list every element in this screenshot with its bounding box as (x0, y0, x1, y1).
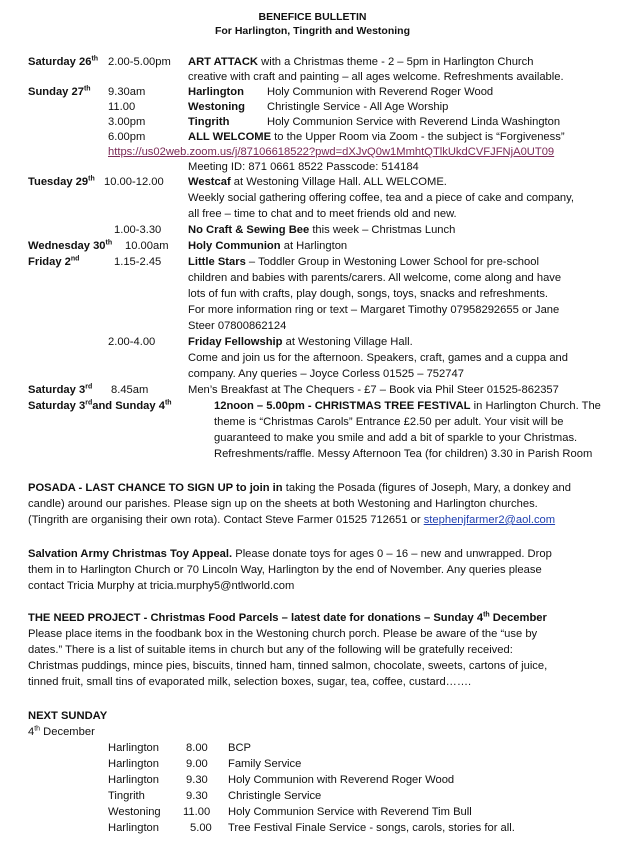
salvation-para: Salvation Army Christmas Toy Appeal. Please donate toys for ages 0 – 16 – new and unwrapped. Drop (28, 548, 552, 560)
day-label: Friday 2nd (28, 255, 80, 268)
posada-line: (Tingrith are organising their own rota). Contact Steve Farmer 01525 712651 or stephenjfarmer2@aol.com (28, 514, 556, 526)
event-place: Tingrith (188, 116, 230, 128)
service-place: Harlington (108, 758, 159, 770)
service-time: 5.00 (190, 822, 212, 834)
event-time: 8.45am (111, 384, 149, 396)
event-place: Harlington (188, 86, 244, 98)
service-time: 8.00 (186, 742, 208, 754)
day-label: Tuesday 29th (28, 175, 95, 188)
service-desc: Holy Communion Service with Reverend Tim Bull (228, 806, 472, 818)
event-time: 9.30am (108, 86, 146, 98)
event-time: 6.00pm (108, 131, 146, 143)
service-place: Tingrith (108, 790, 145, 802)
event-line: Men’s Breakfast at The Chequers - £7 – Book via Phil Steer 01525-862357 (188, 384, 559, 396)
event-line: Steer 07800862124 (188, 320, 287, 332)
day-label: Saturday 26th (28, 55, 99, 68)
day-label: Saturday 3rd (28, 383, 93, 396)
event-line: Westcaf at Westoning Village Hall. ALL WELCOME. (188, 176, 447, 188)
event-line: Refreshments/raffle. Messy Afternoon Tea (for children) 3.30 in Parish Room (214, 448, 593, 460)
event-time: 3.00pm (108, 116, 146, 128)
service-desc: BCP (228, 742, 252, 754)
event-time: 11.00 (108, 101, 136, 113)
service-time: 11.00 (183, 806, 211, 818)
event-line: guaranteed to make you smile and add a bit of sparkle to your Christmas. (214, 432, 578, 444)
need-title: THE NEED PROJECT - Christmas Food Parcels – latest date for donations – Sunday 4th December (28, 611, 547, 624)
salvation-line: contact Tricia Murphy at tricia.murphy5@ntlworld.com (28, 580, 295, 592)
event-line: Little Stars – Toddler Group in Westoning Lower School for pre-school (188, 256, 539, 268)
need-line: Christmas puddings, mince pies, biscuits, tinned ham, tinned salmon, chocolate, sweets, cartons of juice, (28, 660, 548, 672)
event-line: Friday Fellowship at Westoning Village Hall. (188, 336, 413, 348)
service-time: 9.00 (186, 758, 208, 770)
service-time: 9.30 (186, 790, 208, 802)
event-line: company. Any queries – Joyce Corless 01525 – 752747 (188, 368, 464, 380)
event-line: all free – time to chat and to meet friends old and new. (188, 208, 457, 220)
event-time: 10.00-12.00 (104, 176, 164, 188)
event-time: 1.00-3.30 (114, 224, 162, 236)
event-desc: Holy Communion Service with Reverend Linda Washington (267, 116, 561, 128)
meeting-info: Meeting ID: 871 0661 8522 Passcode: 514184 (188, 161, 419, 173)
event-time: 10.00am (125, 240, 169, 252)
event-line: children and babies with parents/carers. All welcome, come along and have (188, 272, 562, 284)
service-desc: Family Service (228, 758, 302, 770)
need-line: dates.” There is a list of suitable items in church but any of the following will be gratefully received: (28, 644, 513, 656)
event-desc: Christingle Service - All Age Worship (267, 101, 449, 113)
event-desc: Holy Communion with Reverend Roger Wood (267, 86, 494, 98)
event-line: 12noon – 5.00pm - CHRISTMAS TREE FESTIVAL in Harlington Church. The (214, 400, 601, 412)
event-line: Come and join us for the afternoon. Speakers, craft, games and a cuppa and (188, 352, 568, 364)
day-label: Wednesday 30th (28, 239, 113, 252)
posada-line: candle) around our parishes. Please sign up on the sheets at both Westoning and Harlington churches. (28, 498, 538, 510)
event-place: Westoning (188, 101, 245, 113)
event-time: 2.00-4.00 (108, 336, 156, 348)
bulletin-title: BENEFICE BULLETIN (258, 11, 367, 23)
posada-para: POSADA - LAST CHANCE TO SIGN UP to join in taking the Posada (figures of Joseph, Mary, a donkey and (28, 482, 571, 494)
next-sunday-date: 4th December (28, 725, 95, 738)
event-time: 2.00-5.00pm (108, 56, 171, 68)
event-line: Weekly social gathering offering coffee, tea and a piece of cake and company, (188, 192, 575, 204)
day-label: Sunday 27th (28, 85, 91, 98)
day-label: Saturday 3rdand Sunday 4th (28, 399, 172, 412)
service-desc: Tree Festival Finale Service - songs, carols, stories for all. (228, 822, 515, 834)
event-line: ART ATTACK with a Christmas theme - 2 – 5pm in Harlington Church (188, 56, 534, 68)
service-place: Harlington (108, 822, 159, 834)
service-time: 9.30 (186, 774, 208, 786)
need-line: Please place items in the foodbank box in the Westoning church porch. Please be aware of the “use by (28, 628, 538, 640)
event-line: lots of fun with crafts, play dough, songs, toys, snacks and refreshments. (188, 288, 549, 300)
event-line: ALL WELCOME to the Upper Room via Zoom - the subject is “Forgiveness” (188, 131, 565, 143)
service-place: Harlington (108, 774, 159, 786)
zoom-link[interactable]: https://us02web.zoom.us/j/87106618522?pwd=dXJvQ0w1MmhtQTlkUkdCVFJFNjA0UT09 (108, 146, 555, 158)
event-line: creative with craft and painting – all ages welcome. Refreshments available. (188, 71, 564, 83)
next-sunday-title: NEXT SUNDAY (28, 710, 108, 722)
bulletin-subtitle: For Harlington, Tingrith and Westoning (214, 25, 410, 37)
event-line: theme is “Christmas Carols” Entrance £2.50 per adult. Your visit will be (214, 416, 564, 428)
email-link[interactable]: stephenjfarmer2@aol.com (423, 514, 556, 526)
event-line: No Craft & Sewing Bee this week – Christmas Lunch (188, 224, 456, 236)
service-desc: Holy Communion with Reverend Roger Wood (228, 774, 455, 786)
salvation-line: them in to Harlington Church or 70 Lincoln Way, Harlington by the end of November. Any queries please (28, 564, 542, 576)
need-line: tinned fruit, small tins of evaporated milk, selection boxes, sugar, tea, coffee, custard……. (28, 676, 472, 688)
event-time: 1.15-2.45 (114, 256, 162, 268)
service-place: Westoning (108, 806, 161, 818)
service-desc: Christingle Service (228, 790, 322, 802)
event-line: For more information ring or text – Margaret Timothy 07958292655 or Jane (188, 304, 560, 316)
event-line: Holy Communion at Harlington (188, 240, 348, 252)
service-place: Harlington (108, 742, 159, 754)
